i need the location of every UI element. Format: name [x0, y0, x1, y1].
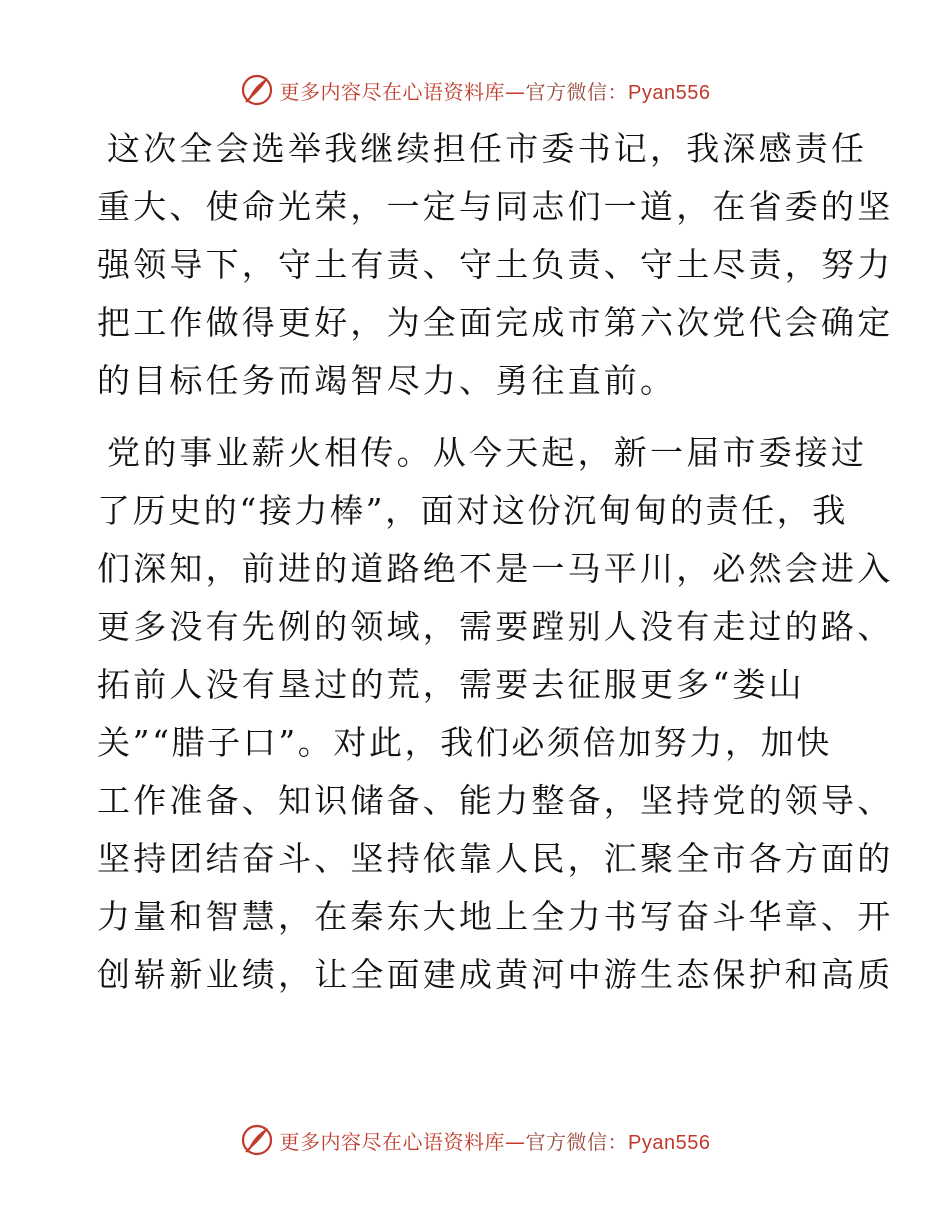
watermark-sub: 官方微信：: [525, 79, 629, 104]
document-body: [97, 120, 894, 1018]
watermark-text: [280, 1126, 711, 1155]
watermark-main: 更多内容尽在心语资料库: [279, 79, 506, 104]
watermark-dash: —: [505, 1129, 526, 1154]
text-line: 创崭新业绩，让全面建成黄河中游生态保护和高质: [97, 955, 894, 994]
watermark-text: [280, 76, 711, 105]
text-line: 重大、使命光荣，一定与同志们一道，在省委的坚: [97, 187, 894, 226]
text-line: 把工作做得更好，为全面完成市第六次党代会确定: [97, 303, 894, 342]
text-line: 们深知，前进的道路绝不是一马平川，必然会进入: [97, 549, 894, 588]
text-line: 坚持团结奋斗、坚持依靠人民，汇聚全市各方面的: [97, 839, 894, 878]
watermark-main: 更多内容尽在心语资料库: [279, 1129, 506, 1154]
watermark-account: Pyan556: [628, 81, 711, 104]
paragraph-2: [97, 424, 894, 1004]
text-line: 工作准备、知识储备、能力整备，坚持党的领导、: [97, 781, 894, 820]
text-line: 关”“腊子口”。对此，我们必须倍加努力，加快: [97, 723, 832, 762]
text-line: 更多没有先例的领域，需要蹚别人没有走过的路、: [97, 607, 894, 646]
text-line: 强领导下，守土有责、守土负责、守土尽责，努力: [97, 245, 894, 284]
quill-logo-icon: [240, 1123, 274, 1157]
watermark-account: Pyan556: [628, 1131, 711, 1154]
watermark-sub: 官方微信：: [525, 1129, 629, 1154]
text-line: 力量和智慧，在秦东大地上全力书写奋斗华章、开: [97, 897, 894, 936]
text-line: 党的事业薪火相传。从今天起，新一届市委接过: [107, 433, 868, 472]
paragraph-1: [97, 120, 894, 410]
text-line: 的目标任务而竭智尽力、勇往直前。: [97, 361, 677, 400]
footer-watermark: [0, 1120, 950, 1160]
text-line: 了历史的“接力棒”，面对这份沉甸甸的责任，我: [97, 491, 848, 530]
header-watermark: [0, 70, 950, 110]
watermark-dash: —: [505, 79, 526, 104]
text-line: 这次全会选举我继续担任市委书记，我深感责任: [107, 129, 868, 168]
quill-logo-icon: [240, 73, 274, 107]
text-line: 拓前人没有垦过的荒，需要去征服更多“娄山: [97, 665, 805, 704]
